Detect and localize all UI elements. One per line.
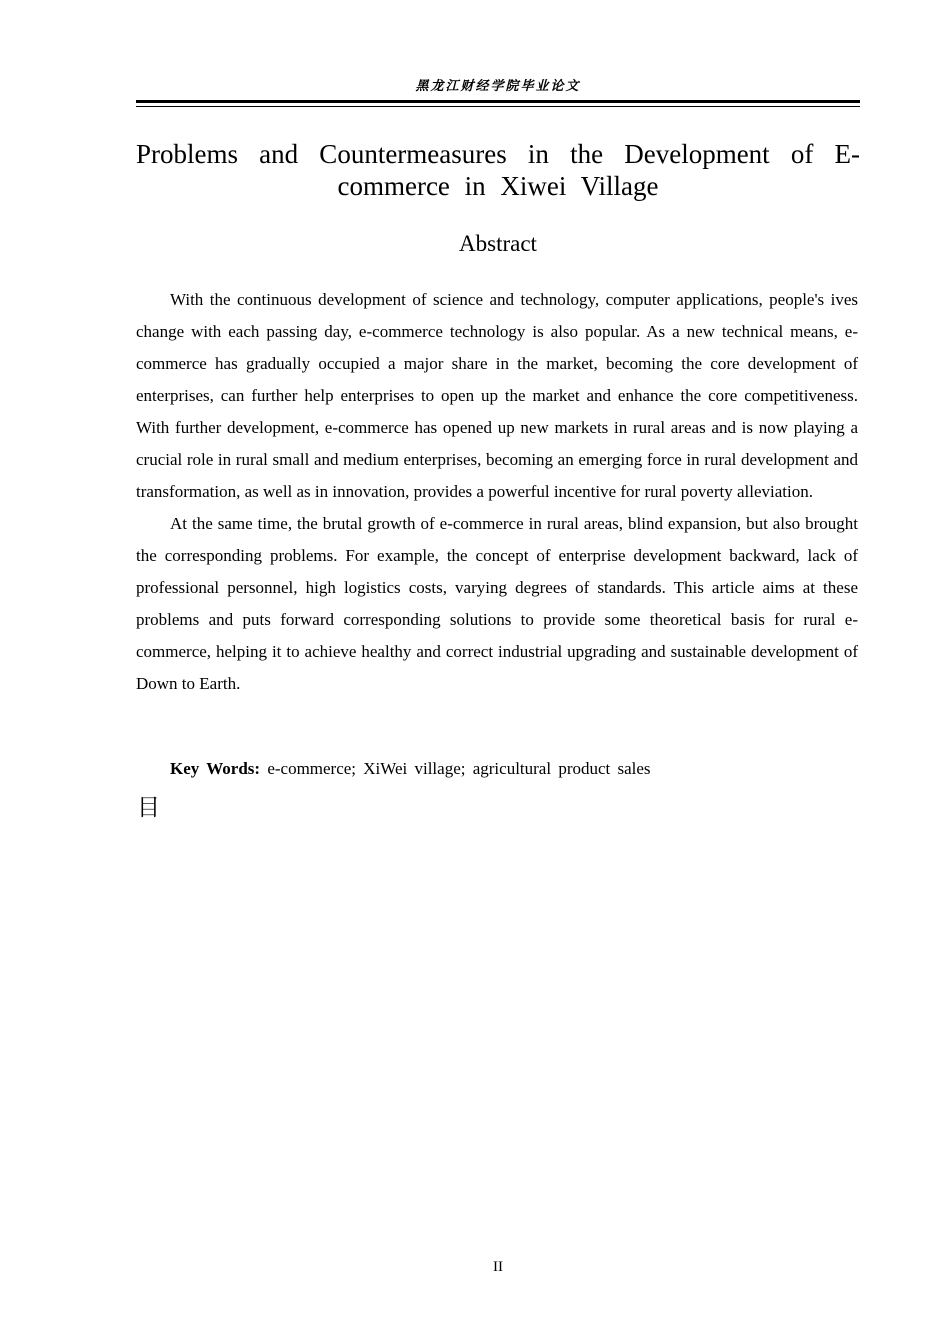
paper-title-line-1: Problems and Countermeasures in the Development of E-: [136, 139, 860, 169]
paper-title: [136, 138, 860, 202]
header-rule-thick: [136, 100, 860, 103]
keywords-line: [170, 754, 860, 784]
toc-heading-fragment: 目: [137, 795, 160, 821]
header-rule-thin: [136, 106, 860, 107]
running-header: 黑龙江财经学院毕业论文: [415, 79, 581, 94]
keywords-value: e-commerce; XiWei village; agricultural product sales: [267, 759, 651, 778]
abstract-body: [136, 284, 858, 700]
abstract-heading: Abstract: [459, 231, 537, 256]
page-number: II: [493, 1259, 503, 1275]
abstract-paragraph-1: With the continuous development of science and technology, computer applications, people's ives change with each passing day, e-commerce technology is also popular. As a new technical means, e-commerce has gradually occupied a major share in the market, becoming the core development of enterprises, can further help enterprises to open up the market and enhance the core competitiveness. With further development, e-commerce has opened up new markets in rural areas and is now playing a crucial role in rural small and medium enterprises, becoming an emerging force in rural development and transformation, as well as in innovation, provides a powerful incentive for rural poverty alleviation.: [136, 290, 858, 501]
paper-title-line-2: commerce in Xiwei Village: [337, 171, 659, 201]
abstract-paragraph-2: At the same time, the brutal growth of e-commerce in rural areas, blind expansion, but also brought the corresponding problems. For example, the concept of enterprise development backward, lack of professional personnel, high logistics costs, varying degrees of standards. This article aims at these problems and puts forward corresponding solutions to provide some theoretical basis for rural e-commerce, helping it to achieve healthy and correct industrial upgrading and sustainable development of Down to Earth.: [136, 514, 858, 693]
keywords-label: Key Words:: [170, 759, 261, 778]
